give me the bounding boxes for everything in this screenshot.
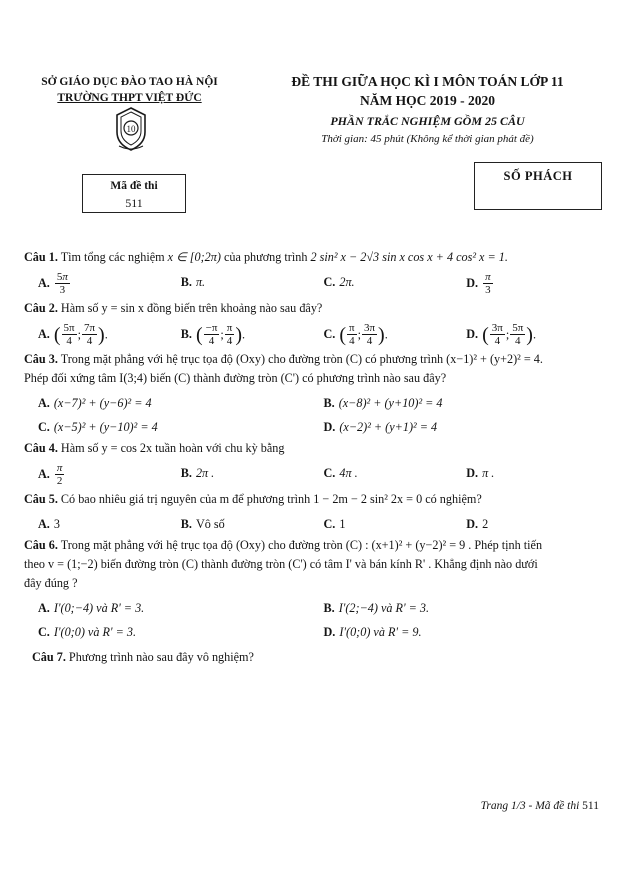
department-name: SỞ GIÁO DỤC ĐÀO TAO HÀ NỘI	[41, 76, 218, 88]
question-3	[0, 350, 627, 388]
option-value: π .	[482, 466, 495, 480]
question-2-stem: Hàm số y = sin x đồng biến trên khoảng nào sau đây?	[57, 301, 323, 315]
option-letter: D.	[466, 517, 479, 531]
option-value: 3	[53, 517, 60, 531]
exam-title	[240, 72, 615, 110]
question-1-label: Câu 1.	[24, 250, 58, 264]
question-5-options	[0, 512, 627, 536]
option-den2: 4	[510, 334, 525, 347]
question-6-option-c[interactable]	[38, 622, 324, 642]
school-emblem-icon	[110, 106, 152, 152]
question-6-label: Câu 6.	[24, 538, 58, 552]
question-1-options	[0, 270, 627, 299]
svg-text:10: 10	[126, 124, 136, 134]
option-num2: 7π	[83, 322, 96, 334]
option-letter: D.	[323, 625, 336, 639]
option-value: 2π.	[339, 275, 355, 289]
question-4	[0, 439, 627, 458]
question-1-stem-after: của phương trình	[220, 250, 311, 264]
option-letter: B.	[180, 327, 192, 342]
question-5	[0, 490, 627, 509]
question-5-label: Câu 5.	[24, 492, 58, 506]
exam-code-label: Mã đề thi	[110, 180, 158, 192]
option-den1: 4	[490, 334, 505, 347]
question-3-options-row2	[0, 415, 627, 439]
option-value: 1	[339, 517, 346, 531]
option-num2: 3π	[363, 322, 376, 334]
option-letter: B.	[180, 466, 192, 480]
exam-code-value: 511	[125, 196, 143, 210]
questions-container	[0, 248, 627, 670]
question-6-option-b[interactable]	[324, 598, 610, 618]
footer-text: Trang 1/3 - Mã đề thi	[480, 800, 583, 812]
question-5-option-c[interactable]	[324, 514, 467, 534]
question-4-options	[0, 461, 627, 490]
exam-title-line2: NĂM HỌC 2019 - 2020	[360, 93, 495, 108]
question-1-stem-math: x ∈ [0;2π)	[167, 250, 221, 264]
phach-label: SỐ PHÁCH	[503, 169, 573, 183]
question-1-stem-before: Tìm tổng các nghiệm	[57, 250, 168, 264]
question-6-options-row2	[0, 620, 627, 644]
option-den2: 4	[362, 334, 377, 347]
option-num1: π	[349, 322, 355, 334]
document-header	[0, 68, 627, 173]
question-3-option-c[interactable]	[38, 417, 324, 437]
option-value: π.	[195, 275, 206, 289]
question-4-option-b[interactable]	[181, 463, 324, 488]
option-letter: D.	[323, 420, 336, 434]
option-letter: C.	[38, 420, 50, 434]
question-1-equation: 2 sin² x − 2√3 sin x cos x + 4 cos² x = 1.	[310, 250, 508, 264]
phach-box	[474, 162, 602, 210]
option-letter: B.	[323, 396, 335, 410]
question-5-stem: Có bao nhiêu giá trị nguyên của m để phương trình 1 − 2m − 2 sin² 2x = 0 có nghiệm?	[57, 492, 482, 506]
option-letter: D.	[466, 466, 479, 480]
question-6-option-d[interactable]	[324, 622, 610, 642]
exam-subtitle: PHẦN TRẮC NGHIỆM GỒM 25 CÂU	[330, 114, 525, 128]
question-1-option-b[interactable]	[181, 272, 324, 297]
option-letter: A.	[38, 467, 50, 482]
option-value: I'(2;−4) và R' = 3.	[338, 601, 430, 615]
school-block	[22, 74, 237, 106]
question-4-option-c[interactable]	[324, 463, 467, 488]
exam-code-box	[82, 174, 186, 213]
question-5-option-d[interactable]	[466, 514, 609, 534]
option-num1: 5π	[63, 322, 75, 334]
question-1	[0, 248, 627, 267]
option-den2: 4	[82, 334, 97, 347]
question-2-option-a[interactable]: A. ( $\frac{5\pi}{4}$ ; $\frac{7\pi}{4}$ ).	[38, 322, 108, 347]
question-6-options-row1	[0, 596, 627, 620]
option-letter: B.	[180, 517, 192, 531]
option-value: 2π .	[195, 466, 215, 480]
question-2-option-c[interactable]: C. ( $\frac{\pi}{4}$ ; $\frac{3\pi}{4}$ ).	[323, 322, 388, 347]
option-value: I'(0;0) và R' = 9.	[339, 625, 422, 639]
option-letter: B.	[180, 275, 192, 289]
option-num2: π	[226, 322, 233, 334]
option-den1: 4	[62, 334, 77, 347]
option-letter: A.	[38, 396, 50, 410]
question-7-label: Câu 7.	[32, 650, 66, 664]
page-footer	[0, 800, 627, 812]
option-letter: C.	[38, 625, 50, 639]
option-den1: 4	[204, 334, 220, 347]
question-4-stem: Hàm số y = cos 2x tuần hoàn với chu kỳ bằng	[57, 441, 285, 455]
question-6	[0, 536, 627, 593]
question-3-option-b[interactable]	[324, 393, 610, 413]
question-4-option-d[interactable]	[466, 463, 609, 488]
question-2	[0, 299, 627, 318]
question-2-option-b[interactable]: B. ( $\frac{-\pi}{4}$ ; $\frac{\pi}{4}$ ).	[180, 322, 246, 347]
question-1-option-a[interactable]	[38, 272, 181, 297]
question-2-options	[0, 321, 627, 350]
question-7-stem: Phương trình nào sau đây vô nghiệm?	[65, 650, 254, 664]
option-letter: B.	[323, 601, 335, 615]
option-num2: 5π	[512, 322, 524, 334]
option-value: I'(0;0) và R' = 3.	[53, 625, 136, 639]
option-letter: D.	[466, 276, 479, 291]
question-3-option-d[interactable]	[324, 417, 610, 437]
option-den2: 4	[225, 334, 235, 347]
question-6-stem-line2: theo v = (1;−2) biến đường tròn (C) thành đường tròn (C') có tâm I' và bán kính R' . Khẳng định nào dưới	[24, 557, 538, 571]
question-2-label: Câu 2.	[24, 301, 58, 315]
option-value: $\frac{\pi}{2}$	[56, 462, 63, 487]
question-6-option-a[interactable]	[38, 598, 324, 618]
school-name: TRƯỜNG THPT VIỆT ĐỨC	[57, 92, 202, 104]
question-6-stem-line1: Trong mặt phẳng với hệ trục tọa độ (Oxy) cho đường tròn (C) : (x+1)² + (y−2)² = 9 . Phép tịnh tiến	[57, 538, 543, 552]
option-value: I'(0;−4) và R' = 3.	[53, 601, 145, 615]
option-letter: A.	[38, 601, 50, 615]
option-value: 4π .	[339, 466, 358, 480]
question-3-options-row1	[0, 391, 627, 415]
exam-title-line1: ĐỀ THI GIỮA HỌC KÌ I MÔN TOÁN LỚP 11	[291, 74, 564, 89]
option-value: 2	[482, 517, 489, 531]
option-num1: −π	[205, 322, 218, 334]
question-5-option-a[interactable]	[38, 514, 181, 534]
question-1-option-c[interactable]	[324, 272, 467, 297]
option-letter: C.	[323, 275, 336, 289]
option-den1: 4	[347, 334, 357, 347]
option-letter: C.	[323, 327, 336, 342]
option-letter: D.	[466, 327, 479, 342]
question-3-stem-line2: Phép đối xứng tâm I(3;4) biến (C) thành đường tròn (C') có phương trình nào sau đây?	[24, 371, 447, 385]
option-letter: A.	[38, 517, 50, 531]
question-4-label: Câu 4.	[24, 441, 58, 455]
option-value: (x−7)² + (y−6)² = 4	[53, 396, 152, 410]
option-letter: C.	[323, 517, 336, 531]
footer-exam-code: 511	[582, 800, 599, 812]
option-value: $\frac{5\pi}{3}$	[56, 271, 68, 296]
question-3-option-a[interactable]	[38, 393, 324, 413]
question-4-option-a[interactable]	[38, 463, 181, 488]
option-value: (x−8)² + (y+10)² = 4	[338, 396, 443, 410]
option-value: Vô số	[195, 517, 225, 531]
question-6-stem-line3: đây đúng ?	[24, 576, 78, 590]
question-3-stem-line1: Trong mặt phẳng với hệ trục tọa độ (Oxy) cho đường tròn (C) có phương trình (x−1)² + (y+2)² = 4.	[57, 352, 543, 366]
option-letter: A.	[38, 327, 50, 342]
question-2-option-d[interactable]: D. ( $\frac{3\pi}{4}$ ; $\frac{5\pi}{4}$ ).	[466, 322, 537, 347]
option-letter: A.	[38, 276, 50, 291]
question-5-option-b[interactable]	[181, 514, 324, 534]
question-1-option-d[interactable]	[466, 272, 609, 297]
exam-time-note: Thời gian: 45 phút (Không kể thời gian phát đề)	[321, 133, 534, 145]
question-3-label: Câu 3.	[24, 352, 58, 366]
option-num1: 3π	[491, 322, 503, 334]
question-7	[0, 648, 627, 667]
option-letter: C.	[323, 466, 336, 480]
option-value: $\frac{\pi}{3}$	[485, 271, 491, 296]
option-value: (x−2)² + (y+1)² = 4	[339, 420, 438, 434]
option-value: (x−5)² + (y−10)² = 4	[53, 420, 158, 434]
